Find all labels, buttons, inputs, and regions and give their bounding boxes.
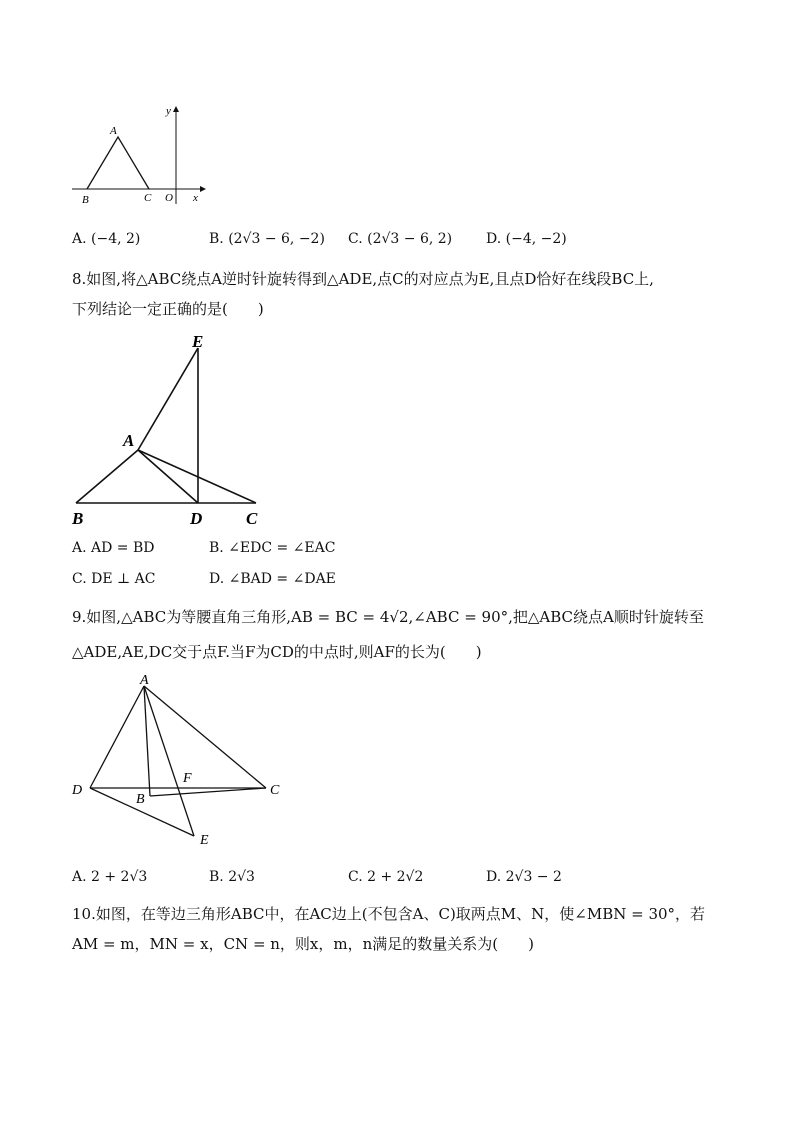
x-axis-arrow bbox=[200, 186, 206, 192]
triangle-abc bbox=[87, 137, 149, 189]
label-d: D bbox=[190, 509, 203, 528]
label-a: A bbox=[123, 431, 135, 450]
label-c: C bbox=[270, 783, 280, 798]
segment-ad bbox=[90, 686, 144, 788]
label-d: D bbox=[72, 783, 83, 798]
q8-option-b[interactable]: B. ∠EDC = ∠EAC bbox=[209, 540, 336, 556]
q7-option-c[interactable]: C. (2√3 − 6, 2) bbox=[348, 231, 453, 247]
q7-option-d[interactable]: D. (−4, −2) bbox=[486, 231, 567, 247]
label-b: B bbox=[72, 509, 84, 528]
figure-q7 bbox=[66, 100, 216, 210]
segment-ae bbox=[138, 348, 198, 450]
label-e: E bbox=[200, 833, 209, 848]
figure-q8 bbox=[66, 328, 276, 528]
q9-stem-line2: △ADE,AE,DC交于点F.当F为CD的中点时,则AF的长为( ) bbox=[72, 643, 482, 661]
q8-option-a[interactable]: A. AD = BD bbox=[72, 540, 155, 556]
label-a: A bbox=[140, 673, 149, 688]
label-a: A bbox=[110, 125, 117, 137]
q9-option-b[interactable]: B. 2√3 bbox=[209, 869, 255, 885]
q8-stem-line2: 下列结论一定正确的是( ) bbox=[72, 300, 264, 318]
segment-ae bbox=[144, 686, 194, 836]
segment-ac bbox=[144, 686, 266, 788]
q10-stem-line1: 10.如图，在等边三角形ABC中，在AC边上(不包含A、C)取两点M、N，使∠MBN = 30°，若 bbox=[72, 905, 706, 923]
label-b: B bbox=[136, 792, 145, 807]
segment-ac bbox=[138, 450, 256, 503]
figure-q9 bbox=[66, 670, 296, 850]
label-y: y bbox=[166, 105, 171, 117]
q7-option-b[interactable]: B. (2√3 − 6, −2) bbox=[209, 231, 325, 247]
label-c: C bbox=[246, 509, 258, 528]
q9-option-a[interactable]: A. 2 + 2√3 bbox=[72, 869, 148, 885]
segment-bc bbox=[150, 788, 266, 796]
q8-option-d[interactable]: D. ∠BAD = ∠DAE bbox=[209, 571, 336, 587]
label-b: B bbox=[82, 194, 89, 206]
q9-option-c[interactable]: C. 2 + 2√2 bbox=[348, 869, 424, 885]
segment-ad bbox=[138, 450, 198, 503]
q7-option-a[interactable]: A. (−4, 2) bbox=[72, 231, 141, 247]
q9-stem-line1: 9.如图,△ABC为等腰直角三角形,AB = BC = 4√2,∠ABC = 90°,把△ABC绕点A顺时针旋转至 bbox=[72, 608, 704, 626]
label-o: O bbox=[165, 192, 173, 204]
label-c: C bbox=[144, 192, 152, 204]
q9-option-d[interactable]: D. 2√3 − 2 bbox=[486, 869, 562, 885]
q8-option-c[interactable]: C. DE ⊥ AC bbox=[72, 571, 156, 587]
q10-stem-line2: AM = m，MN = x，CN = n，则x，m，n满足的数量关系为( ) bbox=[72, 935, 534, 953]
label-e: E bbox=[192, 332, 204, 351]
segment-ab bbox=[76, 450, 138, 503]
y-axis-arrow bbox=[173, 106, 179, 112]
q8-stem-line1: 8.如图,将△ABC绕点A逆时针旋转得到△ADE,点C的对应点为E,且点D恰好在线段BC上, bbox=[72, 270, 654, 288]
label-x: x bbox=[193, 192, 198, 204]
label-f: F bbox=[183, 771, 192, 786]
